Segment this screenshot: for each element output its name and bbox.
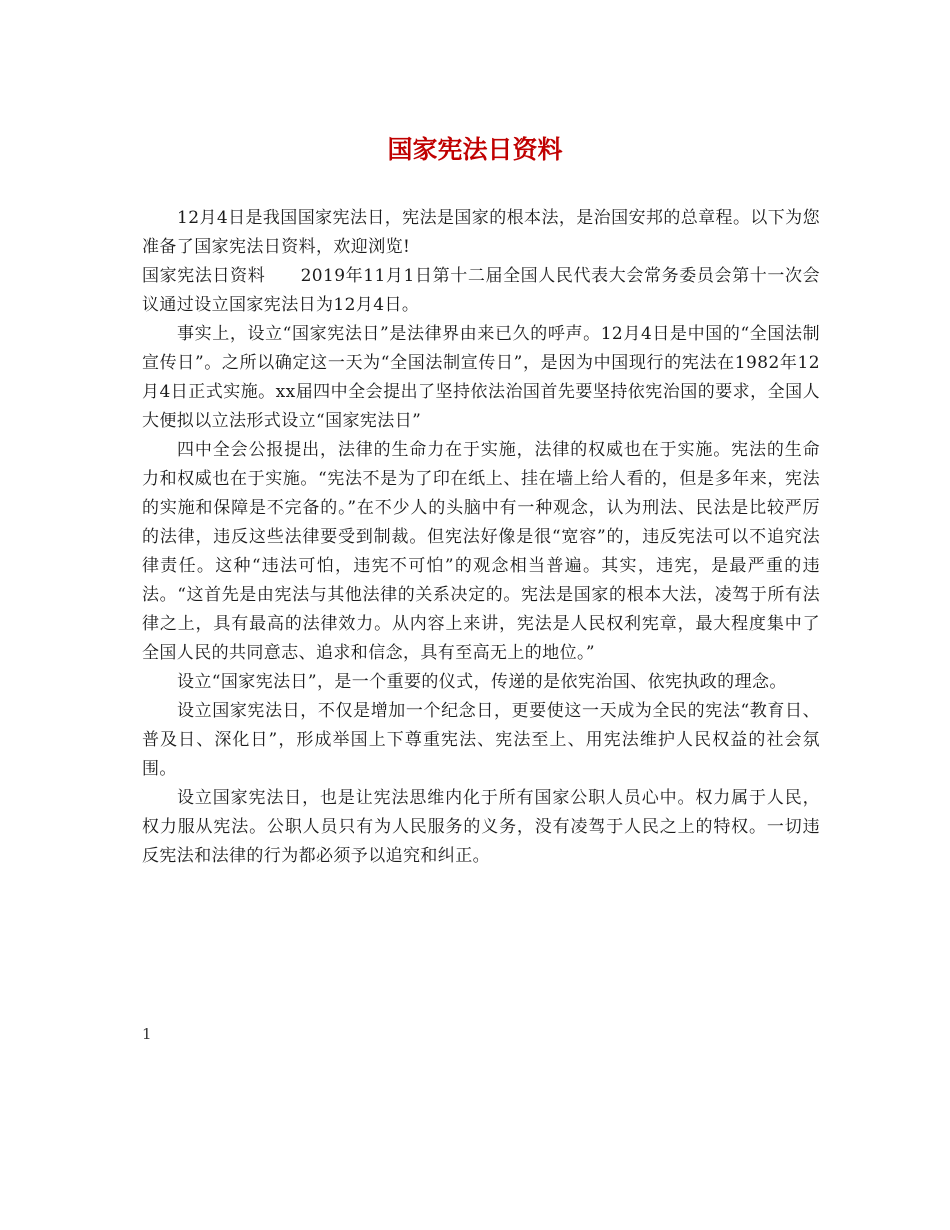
paragraph-plenum: 四中全会公报提出，法律的生命力在于实施，法律的权威也在于实施。宪法的生命力和权威也在于实施。“宪法不是为了印在纸上、挂在墙上给人看的，但是多年来，宪法的实施和保障是不完备的。”在不少人的头脑中有一种观念，认为刑法、民法是比较严厉的法律，违反这些法律要受到制裁。但宪法好像是很“宽容”的，违反宪法可以不追究法律责任。这种“违法可怕，违宪不可怕”的观念相当普遍。其实，违宪，是最严重的违法。“这首先是由宪法与其他法律的关系决定的。宪法是国家的根本大法，凌驾于所有法律之上，具有最高的法律效力。从内容上来讲，宪法是人民权利宪章，最大程度集中了全国人民的共同意志、追求和信念，具有至高无上的地位。” bbox=[142, 440, 820, 663]
paragraph-intro: 12月4日是我国国家宪法日，宪法是国家的根本法，是治国安邦的总章程。以下为您准备了国家宪法日资料，欢迎浏览! bbox=[142, 208, 820, 257]
page-number: 1 bbox=[142, 1025, 152, 1043]
document-body bbox=[142, 204, 820, 871]
paragraph-date: 国家宪法日资料 2019年11月1日第十二届全国人民代表大会常务委员会第十一次会议通过设立国家宪法日为12月4日。 bbox=[142, 266, 820, 315]
paragraph-education: 设立国家宪法日，不仅是增加一个纪念日，更要使这一天成为全民的宪法“教育日、普及日、深化日”，形成举国上下尊重宪法、宪法至上、用宪法维护人民权益的社会氛围。 bbox=[142, 701, 820, 779]
paragraph-ceremony: 设立“国家宪法日”，是一个重要的仪式，传递的是依宪治国、依宪执政的理念。 bbox=[177, 672, 787, 692]
paragraph-background: 事实上，设立“国家宪法日”是法律界由来已久的呼声。12月4日是中国的“全国法制宣传日”。之所以确定这一天为“全国法制宣传日”，是因为中国现行的宪法在1982年12月4日正式实施。xx届四中全会提出了坚持依法治国首先要坚持依宪治国的要求，全国人大便拟以立法形式设立“国家宪法日” bbox=[142, 324, 820, 431]
paragraph-officials: 设立国家宪法日，也是让宪法思维内化于所有国家公职人员心中。权力属于人民，权力服从宪法。公职人员只有为人民服务的义务，没有凌驾于人民之上的特权。一切违反宪法和法律的行为都必须予以追究和纠正。 bbox=[142, 788, 820, 866]
page-title: 国家宪法日资料 bbox=[387, 135, 563, 164]
